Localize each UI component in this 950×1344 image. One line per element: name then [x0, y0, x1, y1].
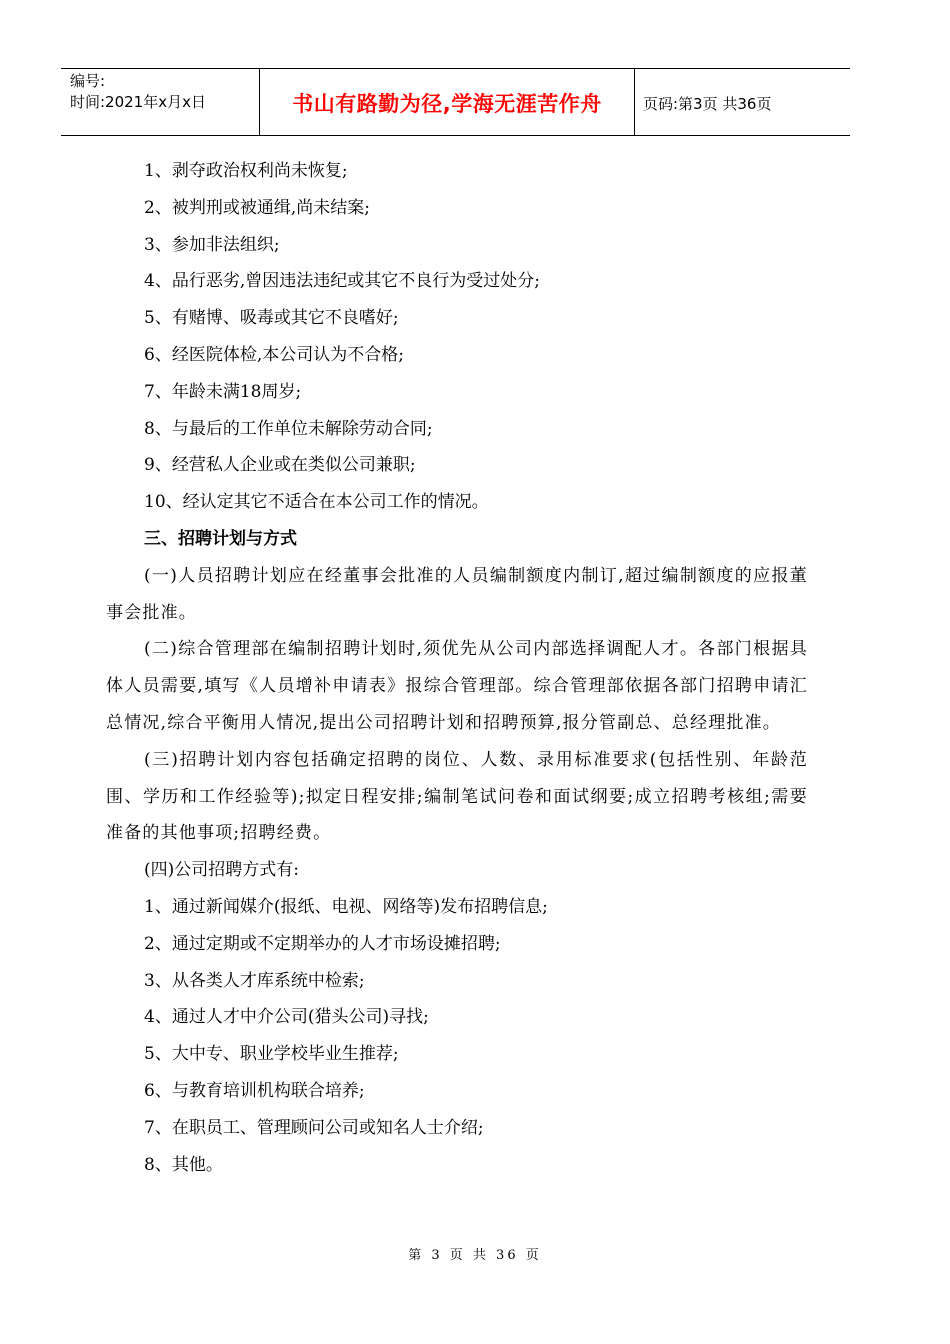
page-footer: 第 3 页 共 36 页 — [408, 1248, 542, 1263]
header-meta — [61, 69, 260, 135]
list-item: 8、其他。 — [144, 1154, 223, 1175]
list-item: 3、参加非法组织; — [144, 234, 280, 255]
list-item: 10、经认定其它不适合在本公司工作的情况。 — [144, 492, 489, 513]
header-page-number: 页码:第3页 共36页 — [643, 94, 772, 113]
document-body — [106, 153, 808, 1183]
page-header — [61, 68, 850, 136]
list-item: 2、通过定期或不定期举办的人才市场设摊招聘; — [144, 933, 501, 954]
list-item: 8、与最后的工作单位未解除劳动合同; — [144, 418, 433, 439]
header-slogan: 书山有路勤为径,学海无涯苦作舟 — [260, 69, 635, 135]
list-item: 4、品行恶劣,曾因违法违纪或其它不良行为受过处分; — [144, 271, 540, 292]
list-item: 1、通过新闻媒介(报纸、电视、网络等)发布招聘信息; — [144, 896, 548, 917]
document-time-label: 时间:2021年x月x日 — [70, 93, 206, 111]
list-item: 7、年龄未满18周岁; — [144, 381, 302, 402]
list-item: 5、大中专、职业学校毕业生推荐; — [144, 1044, 399, 1065]
document-number-label: 编号: — [70, 72, 106, 90]
methods-intro: (四)公司招聘方式有: — [144, 860, 299, 881]
paragraph: (二)综合管理部在编制招聘计划时,须优先从公司内部选择调配人才。各部门根据具体人员需要,填写《人员增补申请表》报综合管理部。综合管理部依据各部门招聘申请汇总情况,综合平衡用人情况,提出公司招聘计划和招聘预算,报分管副总、总经理批准。 — [106, 639, 808, 733]
section-heading: 三、招聘计划与方式 — [144, 528, 297, 549]
list-item: 3、从各类人才库系统中检索; — [144, 970, 365, 991]
list-item: 1、剥夺政治权利尚未恢复; — [144, 161, 348, 181]
paragraph: (三)招聘计划内容包括确定招聘的岗位、人数、录用标准要求(包括性别、年龄范围、学历和工作经验等);拟定日程安排;编制笔试问卷和面试纲要;成立招聘考核组;需要准备的其他事项;招聘经费。 — [106, 749, 808, 844]
list-item: 5、有赌博、吸毒或其它不良嗜好; — [144, 308, 399, 329]
list-item: 6、经医院体检,本公司认为不合格; — [144, 344, 404, 365]
list-item: 9、经营私人企业或在类似公司兼职; — [144, 455, 416, 476]
list-item: 2、被判刑或被通缉,尚未结案; — [144, 197, 370, 218]
list-item: 6、与教育培训机构联合培养; — [144, 1080, 365, 1101]
list-item: 4、通过人才中介公司(猎头公司)寻找; — [144, 1007, 429, 1028]
paragraph: (一)人员招聘计划应在经董事会批准的人员编制额度内制订,超过编制额度的应报董事会批准。 — [106, 565, 808, 623]
list-item: 7、在职员工、管理顾问公司或知名人士介绍; — [144, 1117, 484, 1138]
